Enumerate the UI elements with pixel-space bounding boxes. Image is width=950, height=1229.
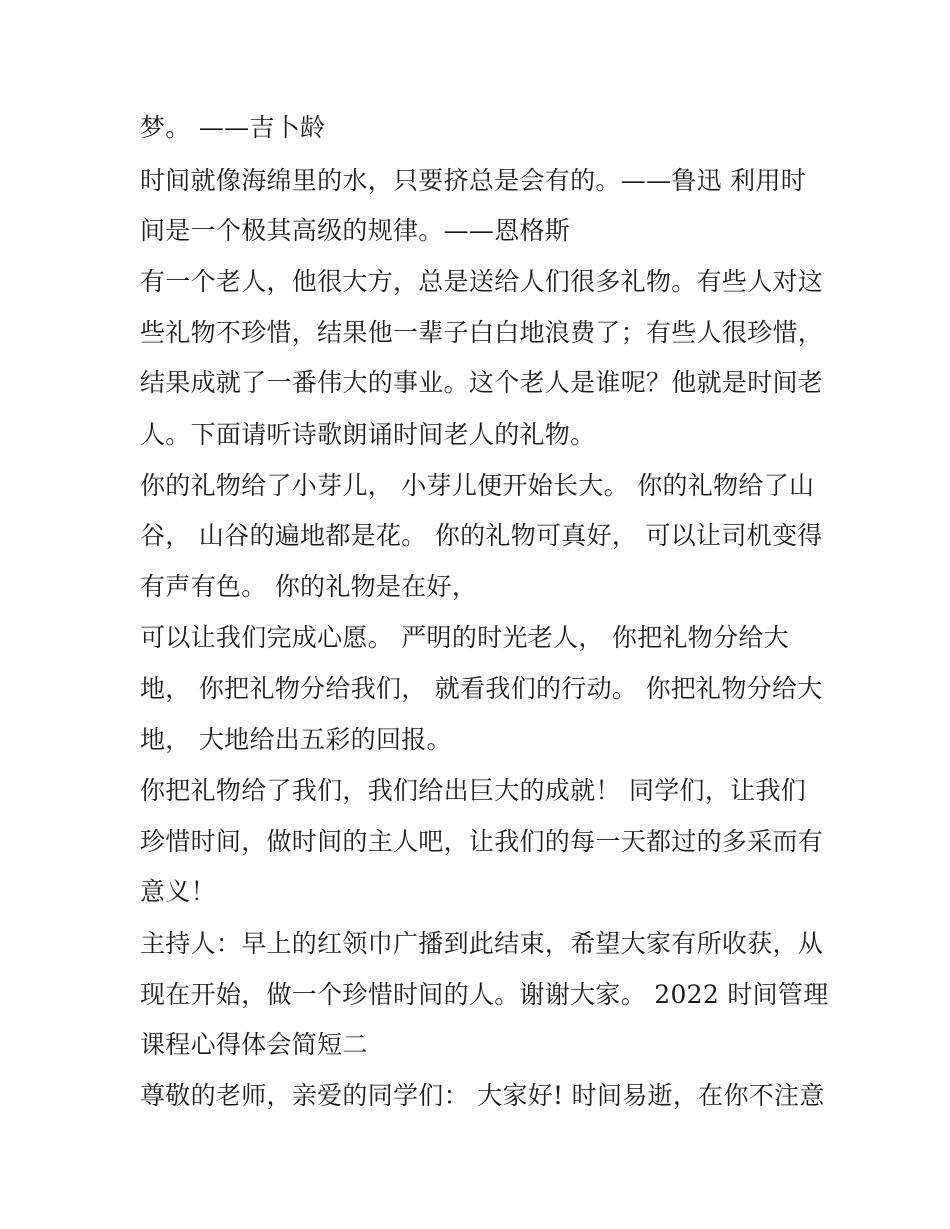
text-line: 尊敬的老师，亲爱的同学们： 大家好! 时间易逝，在你不注意 <box>140 1081 825 1110</box>
text-line: 有声有色。 你的礼物是在好， <box>140 572 478 601</box>
text-line: 你把礼物给了我们，我们给出巨大的成就！ 同学们，让我们 <box>140 776 807 805</box>
text-line: 课程心得体会简短二 <box>140 1030 368 1059</box>
text-line: 人。下面请听诗歌朗诵时间老人的礼物。 <box>140 420 596 449</box>
text-line: 地， 大地给出五彩的回报。 <box>140 725 452 754</box>
text-line: 谷， 山谷的遍地都是花。 你的礼物可真好， 可以让司机变得 <box>140 521 823 550</box>
text-line: 时间就像海绵里的水，只要挤总是会有的。——鲁迅 利用时 <box>140 166 807 195</box>
text-line: 你的礼物给了小芽儿， 小芽儿便开始长大。 你的礼物给了山 <box>140 471 815 500</box>
text-line: 可以让我们完成心愿。 严明的时光老人， 你把礼物分给大 <box>140 623 789 652</box>
text-line: 些礼物不珍惜，结果他一辈子白白地浪费了；有些人很珍惜， <box>140 318 824 347</box>
text-line: 珍惜时间，做时间的主人吧，让我们的每一天都过的多采而有 <box>140 827 824 856</box>
text-line: 结果成就了一番伟大的事业。这个老人是谁呢？他就是时间老 <box>140 368 824 397</box>
text-line: 梦。 ——吉卜龄 <box>140 113 326 142</box>
text-line: 主持人：早上的红领巾广播到此结束，希望大家有所收获，从 <box>140 929 824 958</box>
text-line: 间是一个极其高级的规律。——恩格斯 <box>140 216 571 245</box>
text-line: 有一个老人，他很大方，总是送给人们很多礼物。有些人对这 <box>140 267 824 296</box>
text-line: 地， 你把礼物分给我们， 就看我们的行动。 你把礼物分给大 <box>140 674 823 703</box>
text-line: 意义！ <box>140 877 216 906</box>
text-line: 现在开始，做一个珍惜时间的人。谢谢大家。 2022 时间管理 <box>140 980 829 1009</box>
